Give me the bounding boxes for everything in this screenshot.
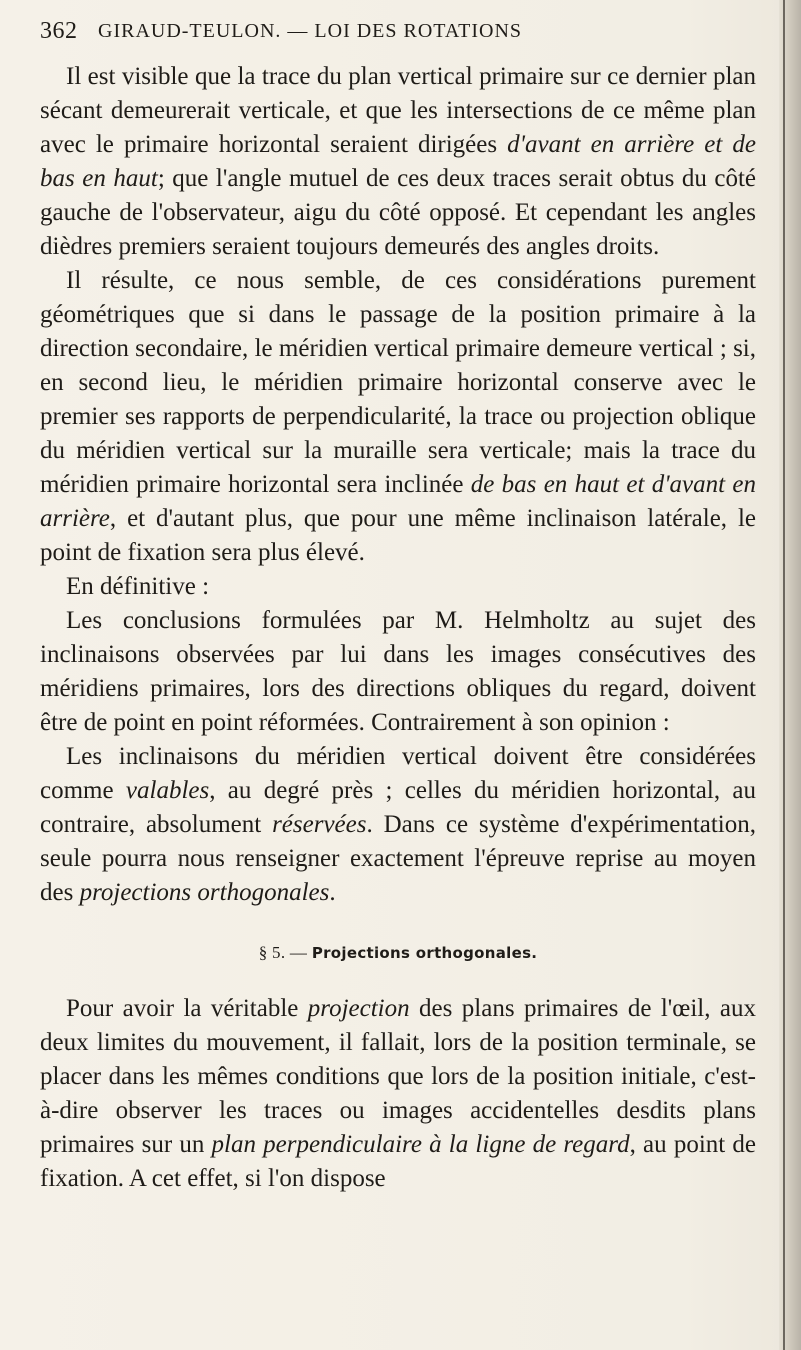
section-title: Projections orthogonales. <box>311 944 538 962</box>
italic-run: réservées <box>272 811 367 838</box>
paragraph <box>40 60 756 264</box>
page-header <box>40 14 780 50</box>
paragraph <box>40 992 756 1196</box>
text-run: Les conclusions formulées par M. Helmholtz au sujet des inclinaisons observées par lui dans les images consécutives des méridiens primaires, lors des directions obliques du regard, doivent être de point en point réformées. Contrairement à son opinion : <box>40 607 756 736</box>
text-run: des plans primaires de l'œil, aux deux limites du mouvement, il fallait, lors de la position terminale, se placer dans les mêmes conditions que lors de la position initiale, c'est-à-dire observer les traces ou images accidentelles desdits plans primaires sur un <box>40 995 756 1158</box>
text-run: Les inclinaisons du méridien vertical doivent être considérées comme <box>40 743 756 804</box>
italic-run: plan perpendiculaire à la ligne de regard <box>211 1131 630 1158</box>
page-number: 362 <box>40 18 78 44</box>
paragraphs-top <box>40 60 756 910</box>
text-run: ; que l'angle mutuel de ces deux traces serait obtus du côté gauche de l'observateur, aigu du côté opposé. Et cependant les angles dièdres premiers seraient toujours demeurés des angles droits. <box>40 165 756 260</box>
paragraph <box>40 264 756 570</box>
text-run: Il résulte, ce nous semble, de ces considérations purement géométriques que si dans le passage de la position primaire à la direction secondaire, le méridien vertical primaire demeure vertical ; si, en second lieu, le méridien primaire horizontal conserve avec le premier ses rapports de perpendicularité, la trace ou projection oblique du méridien vertical sur la muraille sera verticale; mais la trace du méridien primaire horizontal sera inclinée <box>40 267 756 498</box>
text-run: , et d'autant plus, que pour une même inclinaison latérale, le point de fixation sera plus élevé. <box>40 505 756 566</box>
text-run: . <box>329 879 336 906</box>
text-run: , au point de fixation. A cet effet, si l'on dispose <box>40 1131 756 1192</box>
section-heading <box>40 936 756 970</box>
text-run: . Dans ce système d'expérimentation, seule pourra nous renseigner exactement l'épreuve reprise au moyen des <box>40 811 756 906</box>
paragraph <box>40 740 756 910</box>
italic-run: de bas en haut et d'avant en arrière <box>40 471 756 532</box>
italic-run: projections orthogonales <box>79 879 330 906</box>
section-number: § 5. — <box>258 943 308 962</box>
page-edge-line <box>783 0 785 1350</box>
body-text <box>40 60 756 1196</box>
running-title: GIRAUD-TEULON. — LOI DES ROTATIONS <box>98 20 523 42</box>
paragraphs-bottom <box>40 992 756 1196</box>
italic-run: projection <box>307 995 410 1022</box>
italic-run: valables <box>125 777 210 804</box>
paragraph <box>40 570 756 604</box>
text-run: Il est visible que la trace du plan vertical primaire sur ce dernier plan sécant demeurerait verticale, et que les intersections de ce même plan avec le primaire horizontal seraient dirigées <box>40 63 756 158</box>
text-run: , au degré près ; celles du méridien horizontal, au contraire, absolument <box>40 777 756 838</box>
paragraph <box>40 604 756 740</box>
text-run: Pour avoir la véritable <box>66 995 308 1022</box>
italic-run: d'avant en arrière et de bas en haut <box>40 131 756 192</box>
text-run: En définitive : <box>66 573 210 600</box>
